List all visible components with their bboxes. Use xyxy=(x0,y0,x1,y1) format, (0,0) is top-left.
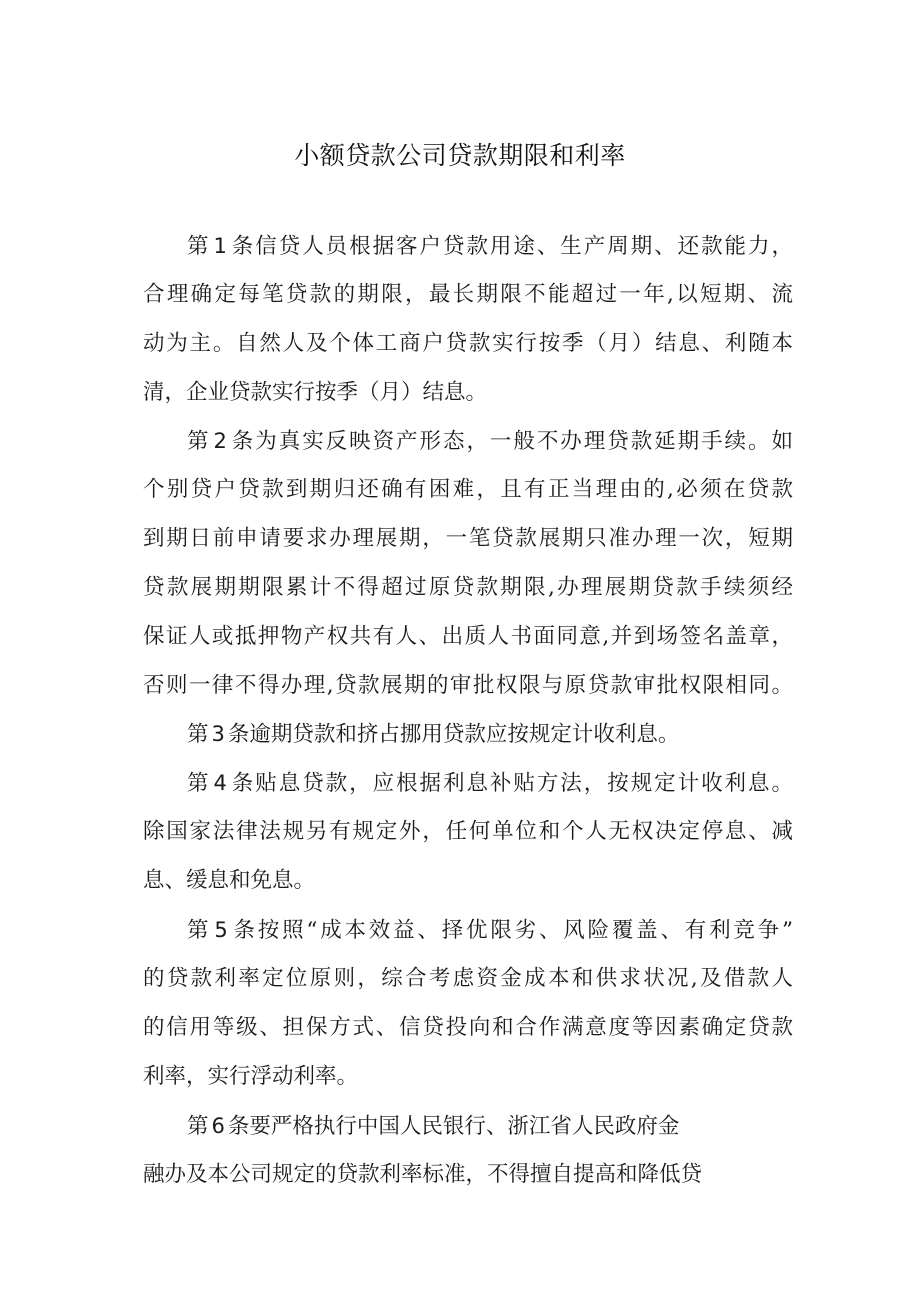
article-2-line-2: 个别贷户贷款到期归还确有困难，且有正当理由的,必须在贷款 xyxy=(143,477,793,502)
article-5-line-4: 利率，实行浮动利率。 xyxy=(143,1064,359,1089)
article-4-number: 4 xyxy=(213,771,227,795)
article-5-line-2: 的贷款利率定位原则，综合考虑资金成本和供求状况,及借款人 xyxy=(143,966,793,991)
article-6-prefix: 第 xyxy=(187,1114,209,1139)
article-3-text-1: 条逾期贷款和挤占挪用贷款应按规定计收利息。 xyxy=(227,722,680,747)
article-2-text-1: 条为真实反映资产形态，一般不办理贷款延期手续。如 xyxy=(229,429,793,454)
article-5-line-3: 的信用等级、担保方式、信贷投向和合作满意度等因素确定贷款 xyxy=(143,1015,793,1040)
article-6-number: 6 xyxy=(211,1114,225,1138)
article-2-line-4: 贷款展期期限累计不得超过原贷款期限,办理展期贷款手续须经 xyxy=(143,575,793,600)
article-1-line-3: 动为主。自然人及个体工商户贷款实行按季（月）结息、利随本 xyxy=(143,331,793,356)
article-1-line-2: 合理确定每笔贷款的期限，最长期限不能超过一年,以短期、流 xyxy=(143,282,793,307)
article-6-text-1: 条要严格执行中国人民银行、浙江省人民政府金 xyxy=(227,1114,680,1139)
article-1-prefix: 第 xyxy=(187,234,211,259)
article-2-number: 2 xyxy=(213,429,227,453)
article-4-prefix: 第 xyxy=(187,771,211,796)
article-5-line-1 xyxy=(187,915,793,946)
article-4-text-1: 条贴息贷款，应根据利息补贴方法，按规定计收利息。 xyxy=(229,771,793,796)
article-2-line-3: 到期日前申请要求办理展期，一笔贷款展期只准办理一次，短期 xyxy=(143,526,793,551)
article-1-line-1 xyxy=(187,231,793,262)
article-1-line-4: 清，企业贷款实行按季（月）结息。 xyxy=(143,380,488,405)
article-3-prefix: 第 xyxy=(187,722,209,747)
article-1-text-1: 条信贷人员根据客户贷款用途、生产周期、还款能力， xyxy=(229,234,793,259)
article-4-line-2: 除国家法律法规另有规定外，任何单位和个人无权决定停息、减 xyxy=(143,819,793,844)
article-6-line-2: 融办及本公司规定的贷款利率标准，不得擅自提高和降低贷 xyxy=(143,1162,703,1187)
article-2-line-1 xyxy=(187,426,793,457)
article-2-line-5: 保证人或抵押物产权共有人、出质人书面同意,并到场签名盖章， xyxy=(143,624,793,649)
document-title: 小额贷款公司贷款期限和利率 xyxy=(294,141,626,170)
article-2-line-6: 否则一律不得办理,贷款展期的审批权限与原贷款审批权限相同。 xyxy=(143,673,793,698)
article-2-prefix: 第 xyxy=(187,429,211,454)
article-3-number: 3 xyxy=(211,722,225,746)
article-4-line-3: 息、缓息和免息。 xyxy=(143,868,316,893)
article-3-line-1 xyxy=(187,719,793,750)
article-5-number: 5 xyxy=(214,918,228,942)
article-6-line-1 xyxy=(187,1111,747,1142)
article-5-prefix: 第 xyxy=(187,918,212,943)
article-1-number: 1 xyxy=(213,234,227,258)
article-5-text-1: 条按照“成本效益、择优限劣、风险覆盖、有利竞争” xyxy=(230,918,793,943)
article-4-line-1 xyxy=(187,768,793,799)
